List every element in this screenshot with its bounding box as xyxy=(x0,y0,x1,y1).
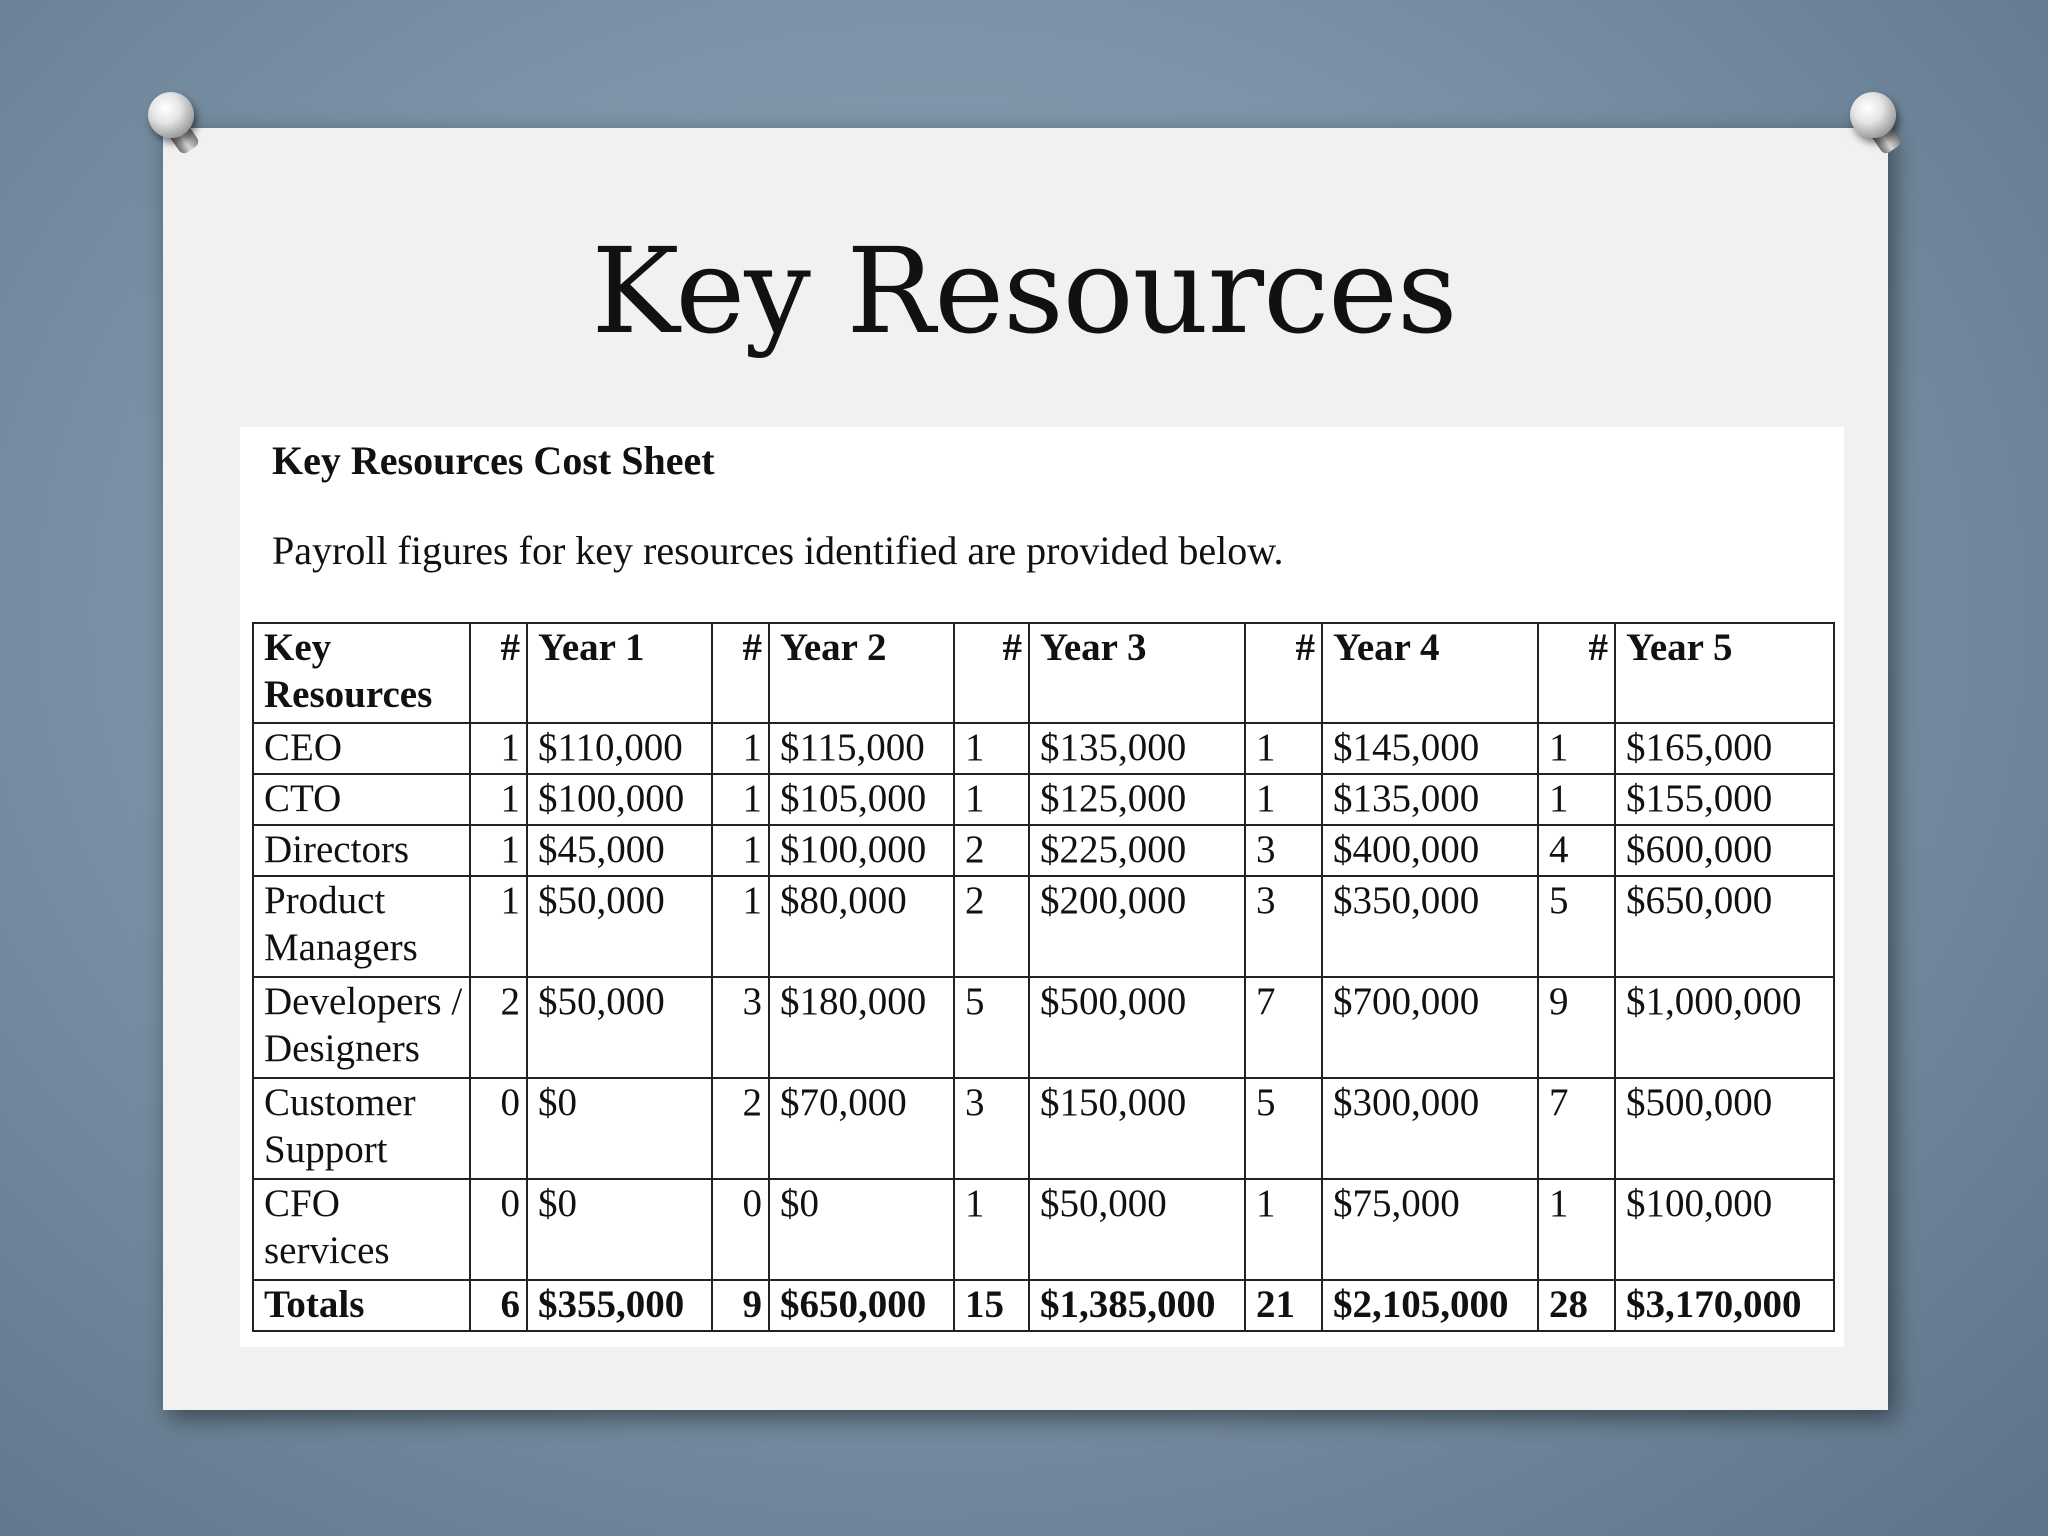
table-cell: $145,000 xyxy=(1322,723,1538,774)
table-cell: 7 xyxy=(1538,1078,1615,1179)
table-cell: 1 xyxy=(954,723,1029,774)
table-cell: CEO xyxy=(253,723,470,774)
table-cell: 3 xyxy=(1245,825,1322,876)
table-cell: 1 xyxy=(1538,774,1615,825)
header-cell: # xyxy=(1245,623,1322,723)
table-cell: $500,000 xyxy=(1615,1078,1834,1179)
table-row xyxy=(253,825,1834,876)
table-header-row xyxy=(253,623,1834,723)
table-cell: $3,170,000 xyxy=(1615,1280,1834,1331)
table-cell: $650,000 xyxy=(769,1280,954,1331)
table-row xyxy=(253,1179,1834,1280)
slide-title: Key Resources xyxy=(591,222,1457,360)
table-cell: $100,000 xyxy=(769,825,954,876)
table-cell: $100,000 xyxy=(1615,1179,1834,1280)
table-cell: 1 xyxy=(1245,1179,1322,1280)
table-row xyxy=(253,876,1834,977)
table-cell: 1 xyxy=(470,723,527,774)
table-cell: 0 xyxy=(712,1179,769,1280)
table-row xyxy=(253,723,1834,774)
table-row xyxy=(253,1078,1834,1179)
table-cell: $50,000 xyxy=(527,876,712,977)
table-cell: Directors xyxy=(253,825,470,876)
table-cell: $70,000 xyxy=(769,1078,954,1179)
table-cell: $400,000 xyxy=(1322,825,1538,876)
table-cell: $150,000 xyxy=(1029,1078,1245,1179)
pushpin-icon xyxy=(1848,92,1902,146)
table-cell: $355,000 xyxy=(527,1280,712,1331)
totals-row xyxy=(253,1280,1834,1331)
header-cell: Year 1 xyxy=(527,623,712,723)
table-row xyxy=(253,774,1834,825)
table-cell: 4 xyxy=(1538,825,1615,876)
table-cell: $75,000 xyxy=(1322,1179,1538,1280)
table-cell: $115,000 xyxy=(769,723,954,774)
table-cell: 1 xyxy=(712,774,769,825)
table-cell: $50,000 xyxy=(527,977,712,1078)
table-cell: $135,000 xyxy=(1029,723,1245,774)
table-cell: $155,000 xyxy=(1615,774,1834,825)
table-cell: $100,000 xyxy=(527,774,712,825)
table-cell: 21 xyxy=(1245,1280,1322,1331)
table-cell: $300,000 xyxy=(1322,1078,1538,1179)
table-cell: $650,000 xyxy=(1615,876,1834,977)
table-cell: $110,000 xyxy=(527,723,712,774)
table-cell: 1 xyxy=(1245,723,1322,774)
header-cell: # xyxy=(712,623,769,723)
table-cell: 9 xyxy=(712,1280,769,1331)
table-cell: 3 xyxy=(954,1078,1029,1179)
table-cell: Developers / Designers xyxy=(253,977,470,1078)
header-cell: Key Resources xyxy=(253,623,470,723)
table-cell: 0 xyxy=(470,1078,527,1179)
table-cell: $165,000 xyxy=(1615,723,1834,774)
table-cell: 2 xyxy=(954,825,1029,876)
table-cell: Customer Support xyxy=(253,1078,470,1179)
table-cell: 1 xyxy=(470,774,527,825)
table-cell: $125,000 xyxy=(1029,774,1245,825)
table-cell: $0 xyxy=(527,1179,712,1280)
table-cell: $180,000 xyxy=(769,977,954,1078)
table-cell: $0 xyxy=(769,1179,954,1280)
table-cell: $600,000 xyxy=(1615,825,1834,876)
table-cell: $105,000 xyxy=(769,774,954,825)
table-cell: 1 xyxy=(954,1179,1029,1280)
table-cell: 2 xyxy=(954,876,1029,977)
table-cell: $700,000 xyxy=(1322,977,1538,1078)
table-cell: $225,000 xyxy=(1029,825,1245,876)
table-cell: 0 xyxy=(470,1179,527,1280)
table-cell: 1 xyxy=(712,825,769,876)
table-cell: 6 xyxy=(470,1280,527,1331)
table-cell: 5 xyxy=(1245,1078,1322,1179)
table-cell: CFO services xyxy=(253,1179,470,1280)
cost-sheet-intro: Payroll figures for key resources identified are provided below. xyxy=(272,528,1284,573)
table-cell: 9 xyxy=(1538,977,1615,1078)
table-cell: $135,000 xyxy=(1322,774,1538,825)
table-cell: 28 xyxy=(1538,1280,1615,1331)
table-cell: 5 xyxy=(954,977,1029,1078)
table-cell: 2 xyxy=(712,1078,769,1179)
table-cell: 3 xyxy=(1245,876,1322,977)
table-cell: $1,000,000 xyxy=(1615,977,1834,1078)
table-cell: 1 xyxy=(712,876,769,977)
table-cell: $2,105,000 xyxy=(1322,1280,1538,1331)
table-cell: Product Managers xyxy=(253,876,470,977)
table-cell: $80,000 xyxy=(769,876,954,977)
table-cell: Totals xyxy=(253,1280,470,1331)
header-cell: Year 3 xyxy=(1029,623,1245,723)
header-cell: Year 5 xyxy=(1615,623,1834,723)
cost-table xyxy=(252,622,1835,1332)
table-cell: $45,000 xyxy=(527,825,712,876)
table-row xyxy=(253,977,1834,1078)
cost-sheet-heading: Key Resources Cost Sheet xyxy=(272,438,715,483)
table-cell: 1 xyxy=(1245,774,1322,825)
header-cell: # xyxy=(1538,623,1615,723)
table-cell: $50,000 xyxy=(1029,1179,1245,1280)
header-cell: Year 2 xyxy=(769,623,954,723)
table-cell: 7 xyxy=(1245,977,1322,1078)
table-cell: 1 xyxy=(712,723,769,774)
table-cell: 1 xyxy=(1538,1179,1615,1280)
table-cell: 1 xyxy=(1538,723,1615,774)
table-cell: 3 xyxy=(712,977,769,1078)
table-cell: $1,385,000 xyxy=(1029,1280,1245,1331)
table-cell: 5 xyxy=(1538,876,1615,977)
table-cell: $200,000 xyxy=(1029,876,1245,977)
table-cell: CTO xyxy=(253,774,470,825)
table-cell: 2 xyxy=(470,977,527,1078)
table-cell: $350,000 xyxy=(1322,876,1538,977)
table-cell: $500,000 xyxy=(1029,977,1245,1078)
header-cell: # xyxy=(954,623,1029,723)
cost-sheet-image xyxy=(240,427,1844,1347)
header-cell: Year 4 xyxy=(1322,623,1538,723)
pushpin-icon xyxy=(146,92,200,146)
table-cell: 1 xyxy=(954,774,1029,825)
table-cell: $0 xyxy=(527,1078,712,1179)
header-cell: # xyxy=(470,623,527,723)
table-cell: 15 xyxy=(954,1280,1029,1331)
table-cell: 1 xyxy=(470,825,527,876)
table-cell: 1 xyxy=(470,876,527,977)
